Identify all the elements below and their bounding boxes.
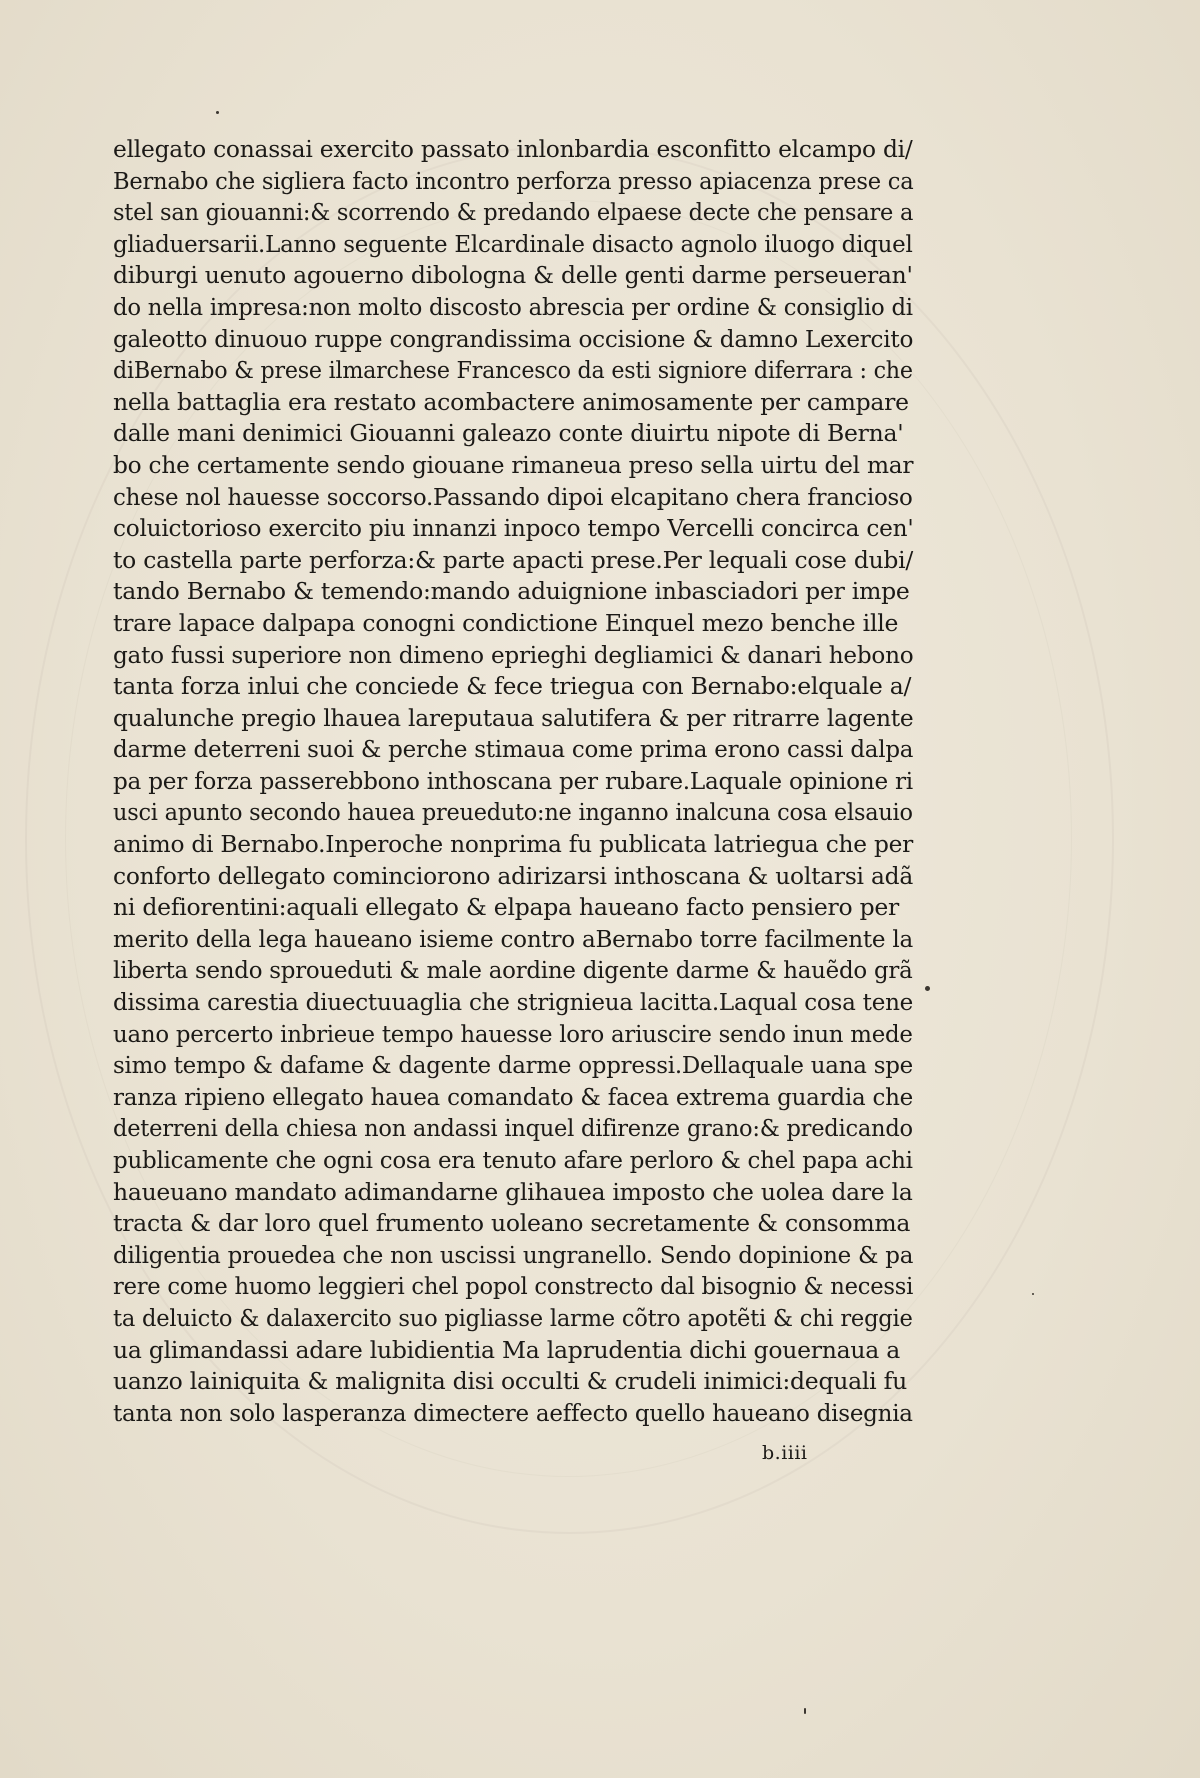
text-line: ni defiorentini:aquali ellegato & elpapa haueano facto pensiero per [113,893,900,922]
text-line: ellegato conassai exercito passato inlonbardia esconfitto elcampo di/ [113,135,913,163]
text-line: gato fussi superiore non dimeno eprieghi degliamici & danari hebono [113,640,914,669]
text-line: tando Bernabo & temendo:mando aduignione inbasciadori per impe [113,577,910,606]
text-line: deterreni della chiesa non andassi inquel difirenze grano:& predicando [113,1114,913,1143]
text-line: haueuano mandato adimandarne glihauea imposto che uolea dare la [113,1177,913,1206]
text-line: qualunche pregio lhauea lareputaua salutifera & per ritrarre lagente [113,703,914,732]
text-line: ta deluicto & dalaxercito suo pigliasse larme cõtro apotẽti & chi reggie [113,1303,913,1332]
text-line: Bernabo che sigliera facto incontro perforza presso apiacenza prese ca [113,166,914,195]
text-line: diligentia prouedea che non uscissi ungranello. Sendo dopinione & pa [113,1240,914,1269]
text-line: gliaduersarii.Lanno seguente Elcardinale disacto agnolo iluogo diquel [113,229,913,258]
text-line: bo che certamente sendo giouane rimaneua preso sella uirtu del mar [113,450,914,479]
text-line: stel san giouanni:& scorrendo & predando elpaese decte che pensare a [113,198,914,227]
ink-speck [1032,1293,1034,1295]
text-line: tanta forza inlui che conciede & fece triegua con Bernabo:elquale a/ [113,672,912,701]
text-line: merito della lega haueano isieme contro aBernabo torre facilmente la [113,924,914,953]
text-line: tracta & dar loro quel frumento uoleano secretamente & consomma [113,1209,911,1238]
text-line: coluictorioso exercito piu innanzi inpoco tempo Vercelli concirca cen' [113,514,914,543]
text-line: pa per forza passerebbono inthoscana per rubare.Laquale opinione ri [113,766,913,795]
text-line: uanzo lainiquita & malignita disi occulti & crudeli inimici:dequali fu [113,1367,907,1396]
ink-speck [216,111,219,114]
text-line: ranza ripieno ellegato hauea comandato & facea extrema guardia che [113,1082,914,1111]
text-line: simo tempo & dafame & dagente darme oppressi.Dellaquale uana spe [113,1051,914,1080]
text-line: to castella parte perforza:& parte apacti prese.Per lequali cose dubi/ [113,545,914,574]
text-line: tanta non solo lasperanza dimectere aeffecto quello haueano disegnia [113,1398,913,1427]
text-line: dissima carestia diuectuuaglia che strigniеua lacitta.Laqual cosa tene [113,988,914,1017]
text-line: liberta sendo sproueduti & male aordine digente darme & hauẽdo grã [113,956,913,985]
text-line: diBernabo & prese ilmarchese Francesco da esti signiore diferrara : che [113,356,913,385]
text-line: galeotto dinuouo ruppe congrandissima occisione & damno Lexercito [113,324,914,353]
text-line: animo di Bernabo.Inperoche nonprima fu publicata latriegua che per [113,830,914,859]
signature-mark: b.iiii [762,1442,808,1464]
text-line: nella battaglia era restato acombactere animosamente per campare [113,387,909,416]
ink-speck [925,986,930,991]
text-line: rere come huomo leggieri chel popol constrecto dal bisognio & necessi [113,1272,914,1301]
text-line: usci apunto secondo hauea preueduto:ne inganno inalcuna cosa elsauio [113,798,913,827]
text-line: do nella impresa:non molto discosto abrescia per ordine & consiglio di [113,292,913,321]
text-line: conforto dellegato cominciorono adirizarsi inthoscana & uoltarsi adã [113,861,914,890]
text-line: chese nol hauesse soccorso.Passando dipoi elcapitano chera franciosо [113,482,913,511]
text-line: publicamente che ogni cosa era tenuto afare perloro & chel papa achi [113,1146,913,1174]
text-line: dalle mani denimici Giouanni galeazo conte diuirtu nipote di Berna' [113,419,904,448]
text-line: uano percerto inbrieue tempo hauesse loro ariuscire sendo inun mede [113,1019,913,1048]
text-line: diburgi uenuto agouerno dibologna & delle genti darme perseueran' [113,261,913,290]
text-line: darme deterreni suoi & perche stimaua come prima erono cassi dalpa [113,735,914,764]
text-block [113,134,913,1429]
ink-speck [804,1708,806,1714]
text-line: ua glimandassi adare lubidientia Ma laprudentia dichi gouernaua a [113,1335,901,1364]
text-line: trare lapace dalpapa conogni condictione Einquel mezo benche ille [113,608,899,637]
